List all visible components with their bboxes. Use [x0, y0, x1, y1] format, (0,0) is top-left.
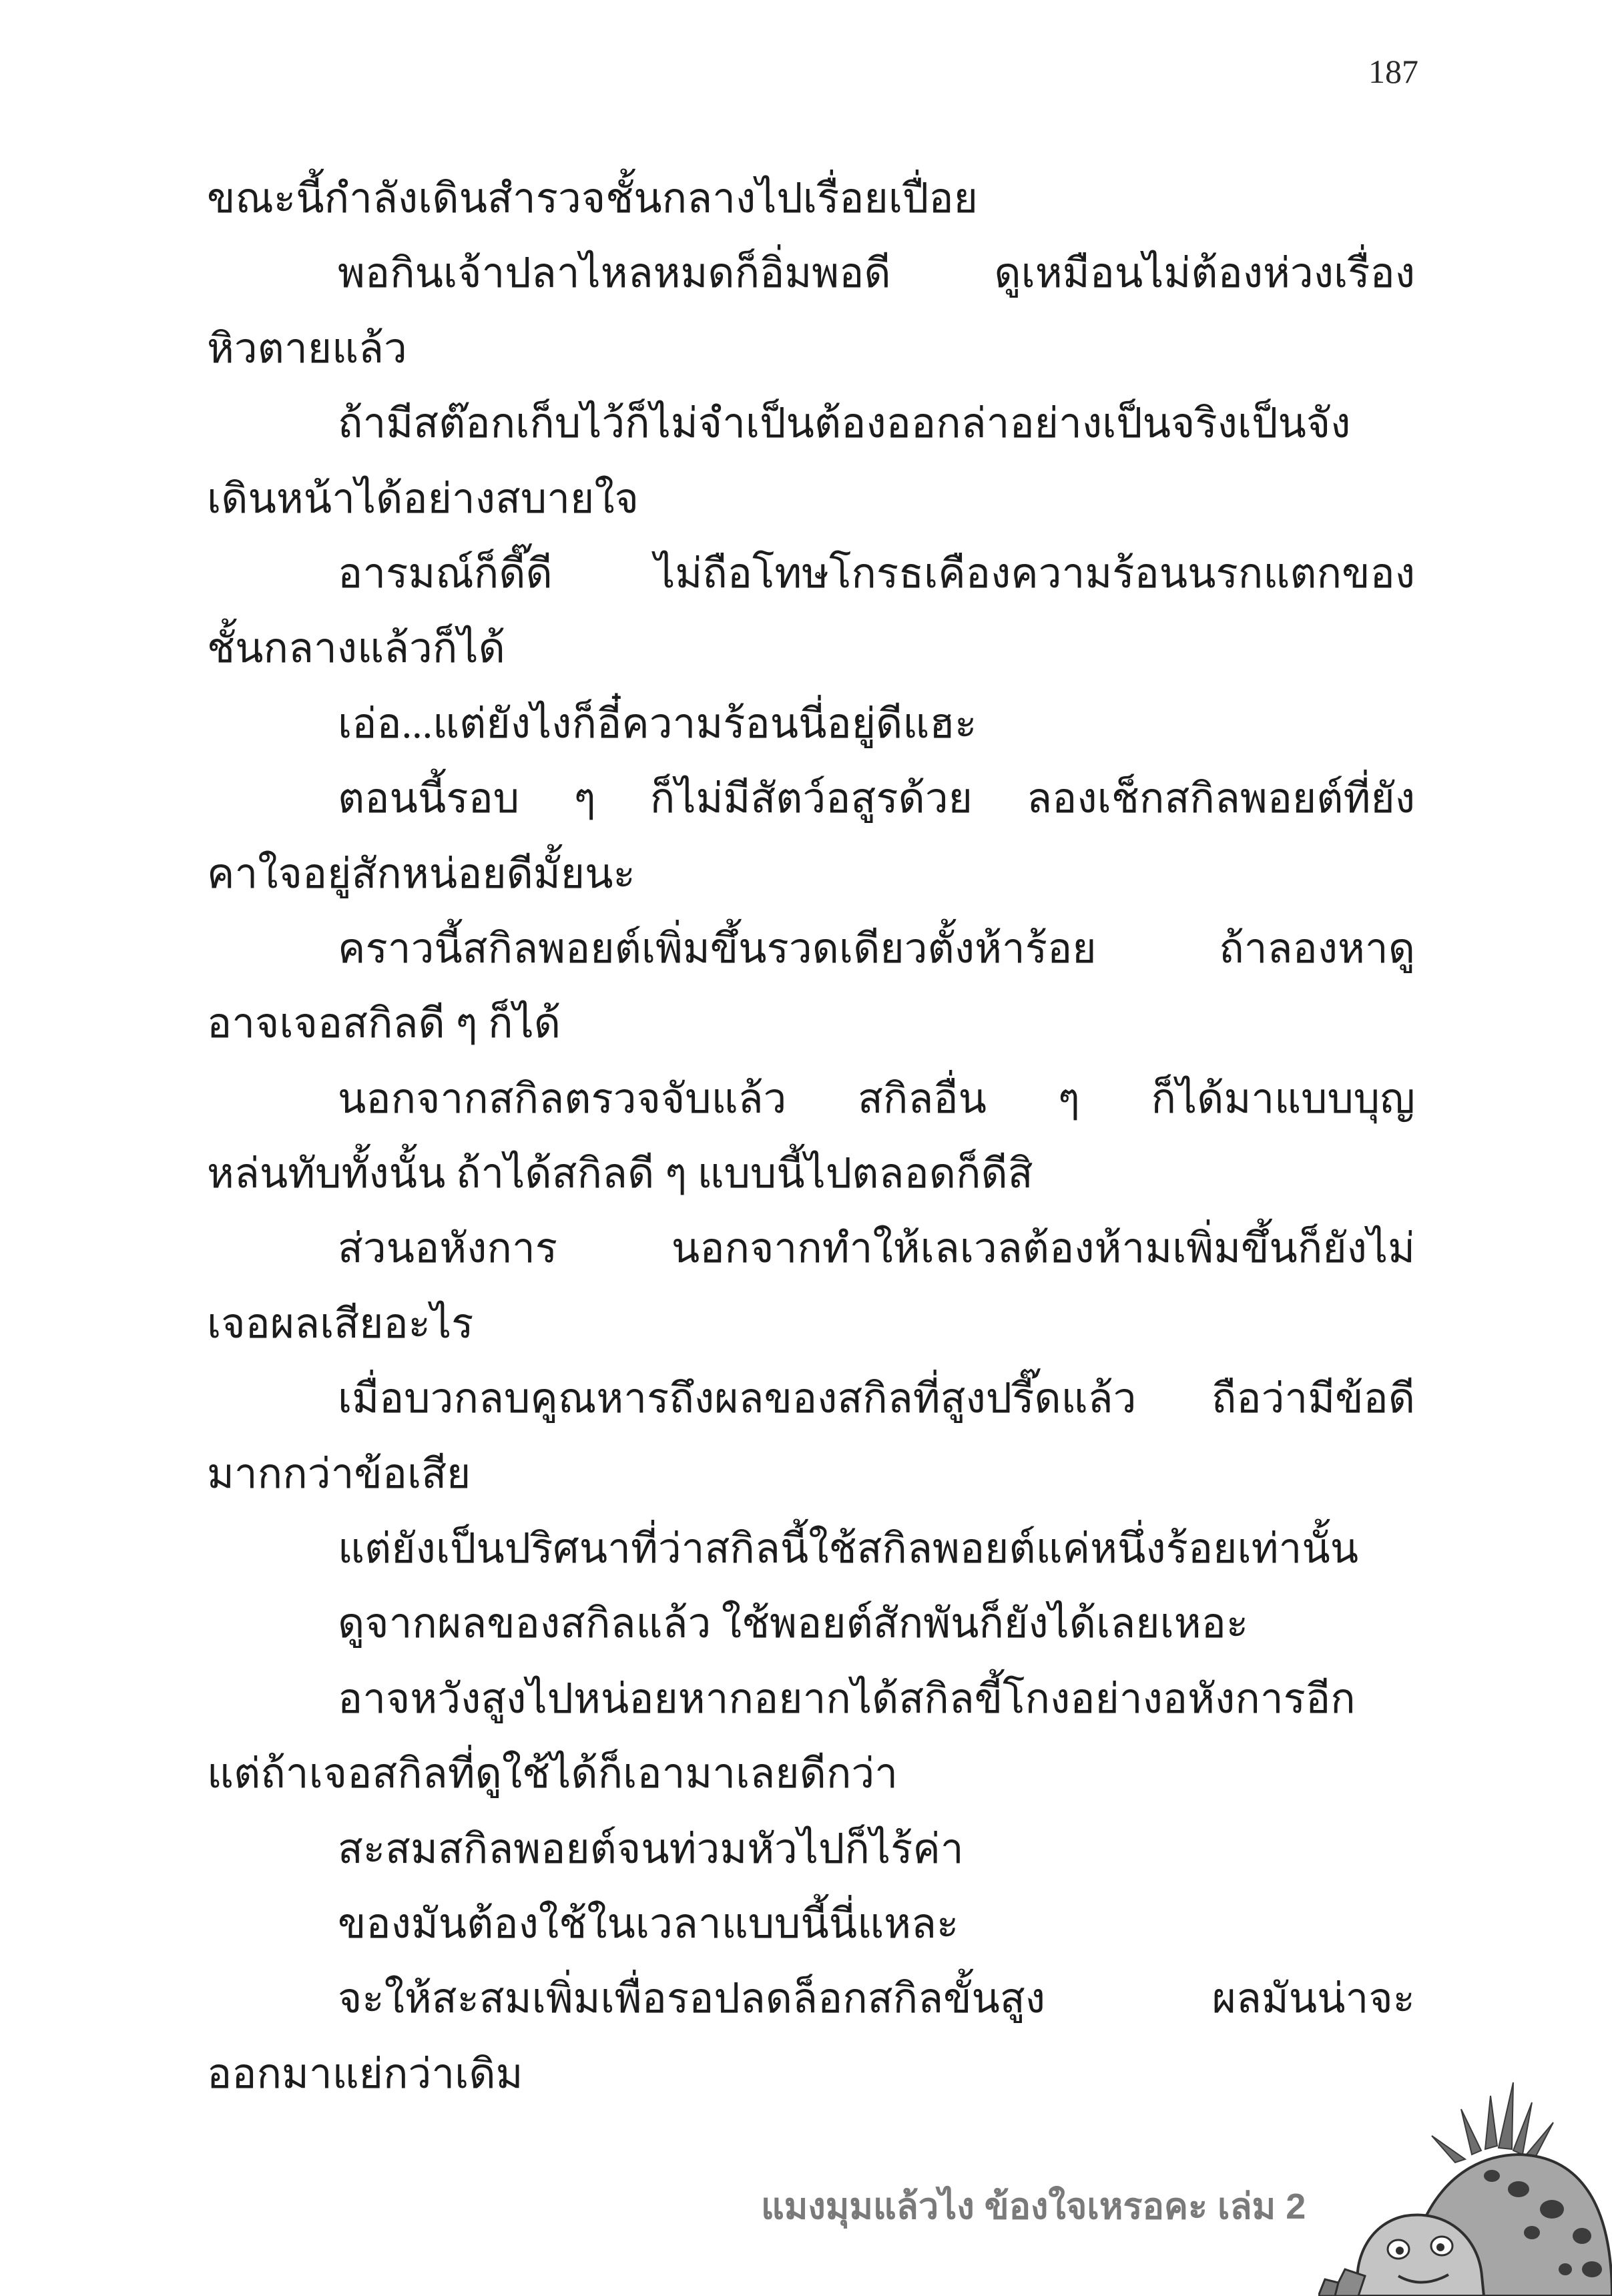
- text-line: เอ่อ...แต่ยังไงก็อี๋ความร้อนนี่อยู่ดีแฮะ: [338, 701, 977, 747]
- text-line: เดินหน้าได้อย่างสบายใจ: [207, 476, 639, 522]
- text-line: ของมันต้องใช้ในเวลาแบบนี้นี่แหละ: [338, 1901, 959, 1947]
- monster-creature-illustration: [1318, 2076, 1612, 2296]
- text-line: สะสมสกิลพอยต์จนท่วมหัวไปก็ไร้ค่า: [338, 1826, 964, 1872]
- text-line: มากกว่าข้อเสีย: [207, 1451, 471, 1497]
- text-line: คราวนี้สกิลพอยต์เพิ่มขึ้นรวดเดียวตั้งห้าร้อย ถ้าลองหาดู: [338, 926, 1415, 972]
- text-line: ดูจากผลของสกิลแล้ว ใช้พอยต์สักพันก็ยังได้เลยเหอะ: [338, 1601, 1249, 1647]
- text-line: ตอนนี้รอบ ๆ ก็ไม่มีสัตว์อสูรด้วย ลองเช็กสกิลพอยต์ที่ยัง: [338, 776, 1415, 822]
- text-line: แต่ถ้าเจอสกิลที่ดูใช้ได้ก็เอามาเลยดีกว่า: [207, 1751, 898, 1797]
- text-line: แต่ยังเป็นปริศนาที่ว่าสกิลนี้ใช้สกิลพอยต์แค่หนึ่งร้อยเท่านั้น: [338, 1526, 1359, 1572]
- text-line: คาใจอยู่สักหน่อยดีมั้ยนะ: [207, 851, 635, 897]
- text-line: จะให้สะสมเพิ่มเพื่อรอปลดล็อกสกิลขั้นสูง ผลมันน่าจะ: [338, 1976, 1415, 2022]
- text-line: ออกมาแย่กว่าเดิม: [207, 2051, 523, 2097]
- grass-decoration: [1432, 2082, 1553, 2163]
- text-line: เมื่อบวกลบคูณหารถึงผลของสกิลที่สูงปรี๊ดแล้ว ถือว่ามีข้อดี: [338, 1376, 1415, 1422]
- page-number: 187: [1368, 53, 1418, 90]
- text-line: ส่วนอหังการ นอกจากทำให้เลเวลต้องห้ามเพิ่มขึ้นก็ยังไม่: [338, 1226, 1415, 1272]
- text-line: หิวตายแล้ว: [207, 326, 407, 372]
- body-text: [207, 162, 1415, 2112]
- text-line: เจอผลเสียอะไร: [207, 1301, 474, 1347]
- text-line: อาจเจอสกิลดี ๆ ก็ได้: [207, 1001, 561, 1047]
- book-title-footer: แมงมุมแล้วไง ข้องใจเหรอคะ เล่ม 2: [761, 2187, 1306, 2227]
- text-line: ถ้ามีสต๊อกเก็บไว้ก็ไม่จำเป็นต้องออกล่าอย่างเป็นจริงเป็นจัง: [338, 401, 1351, 447]
- text-line: อารมณ์ก็ดี๊ดี ไม่ถือโทษโกรธเคืองความร้อนนรกแตกของ: [338, 551, 1415, 597]
- text-line: ขณะนี้กำลังเดินสำรวจชั้นกลางไปเรื่อยเปื่อย: [207, 176, 978, 222]
- text-line: หล่นทับทั้งนั้น ถ้าได้สกิลดี ๆ แบบนี้ไปตลอดก็ดีสิ: [207, 1151, 1033, 1197]
- text-line: ชั้นกลางแล้วก็ได้: [207, 626, 505, 672]
- text-line: นอกจากสกิลตรวจจับแล้ว สกิลอื่น ๆ ก็ได้มาแบบบุญ: [338, 1076, 1415, 1122]
- text-line: พอกินเจ้าปลาไหลหมดก็อิ่มพอดี ดูเหมือนไม่ต้องห่วงเรื่อง: [338, 251, 1415, 297]
- text-line: อาจหวังสูงไปหน่อยหากอยากได้สกิลขี้โกงอย่างอหังการอีก: [338, 1676, 1356, 1722]
